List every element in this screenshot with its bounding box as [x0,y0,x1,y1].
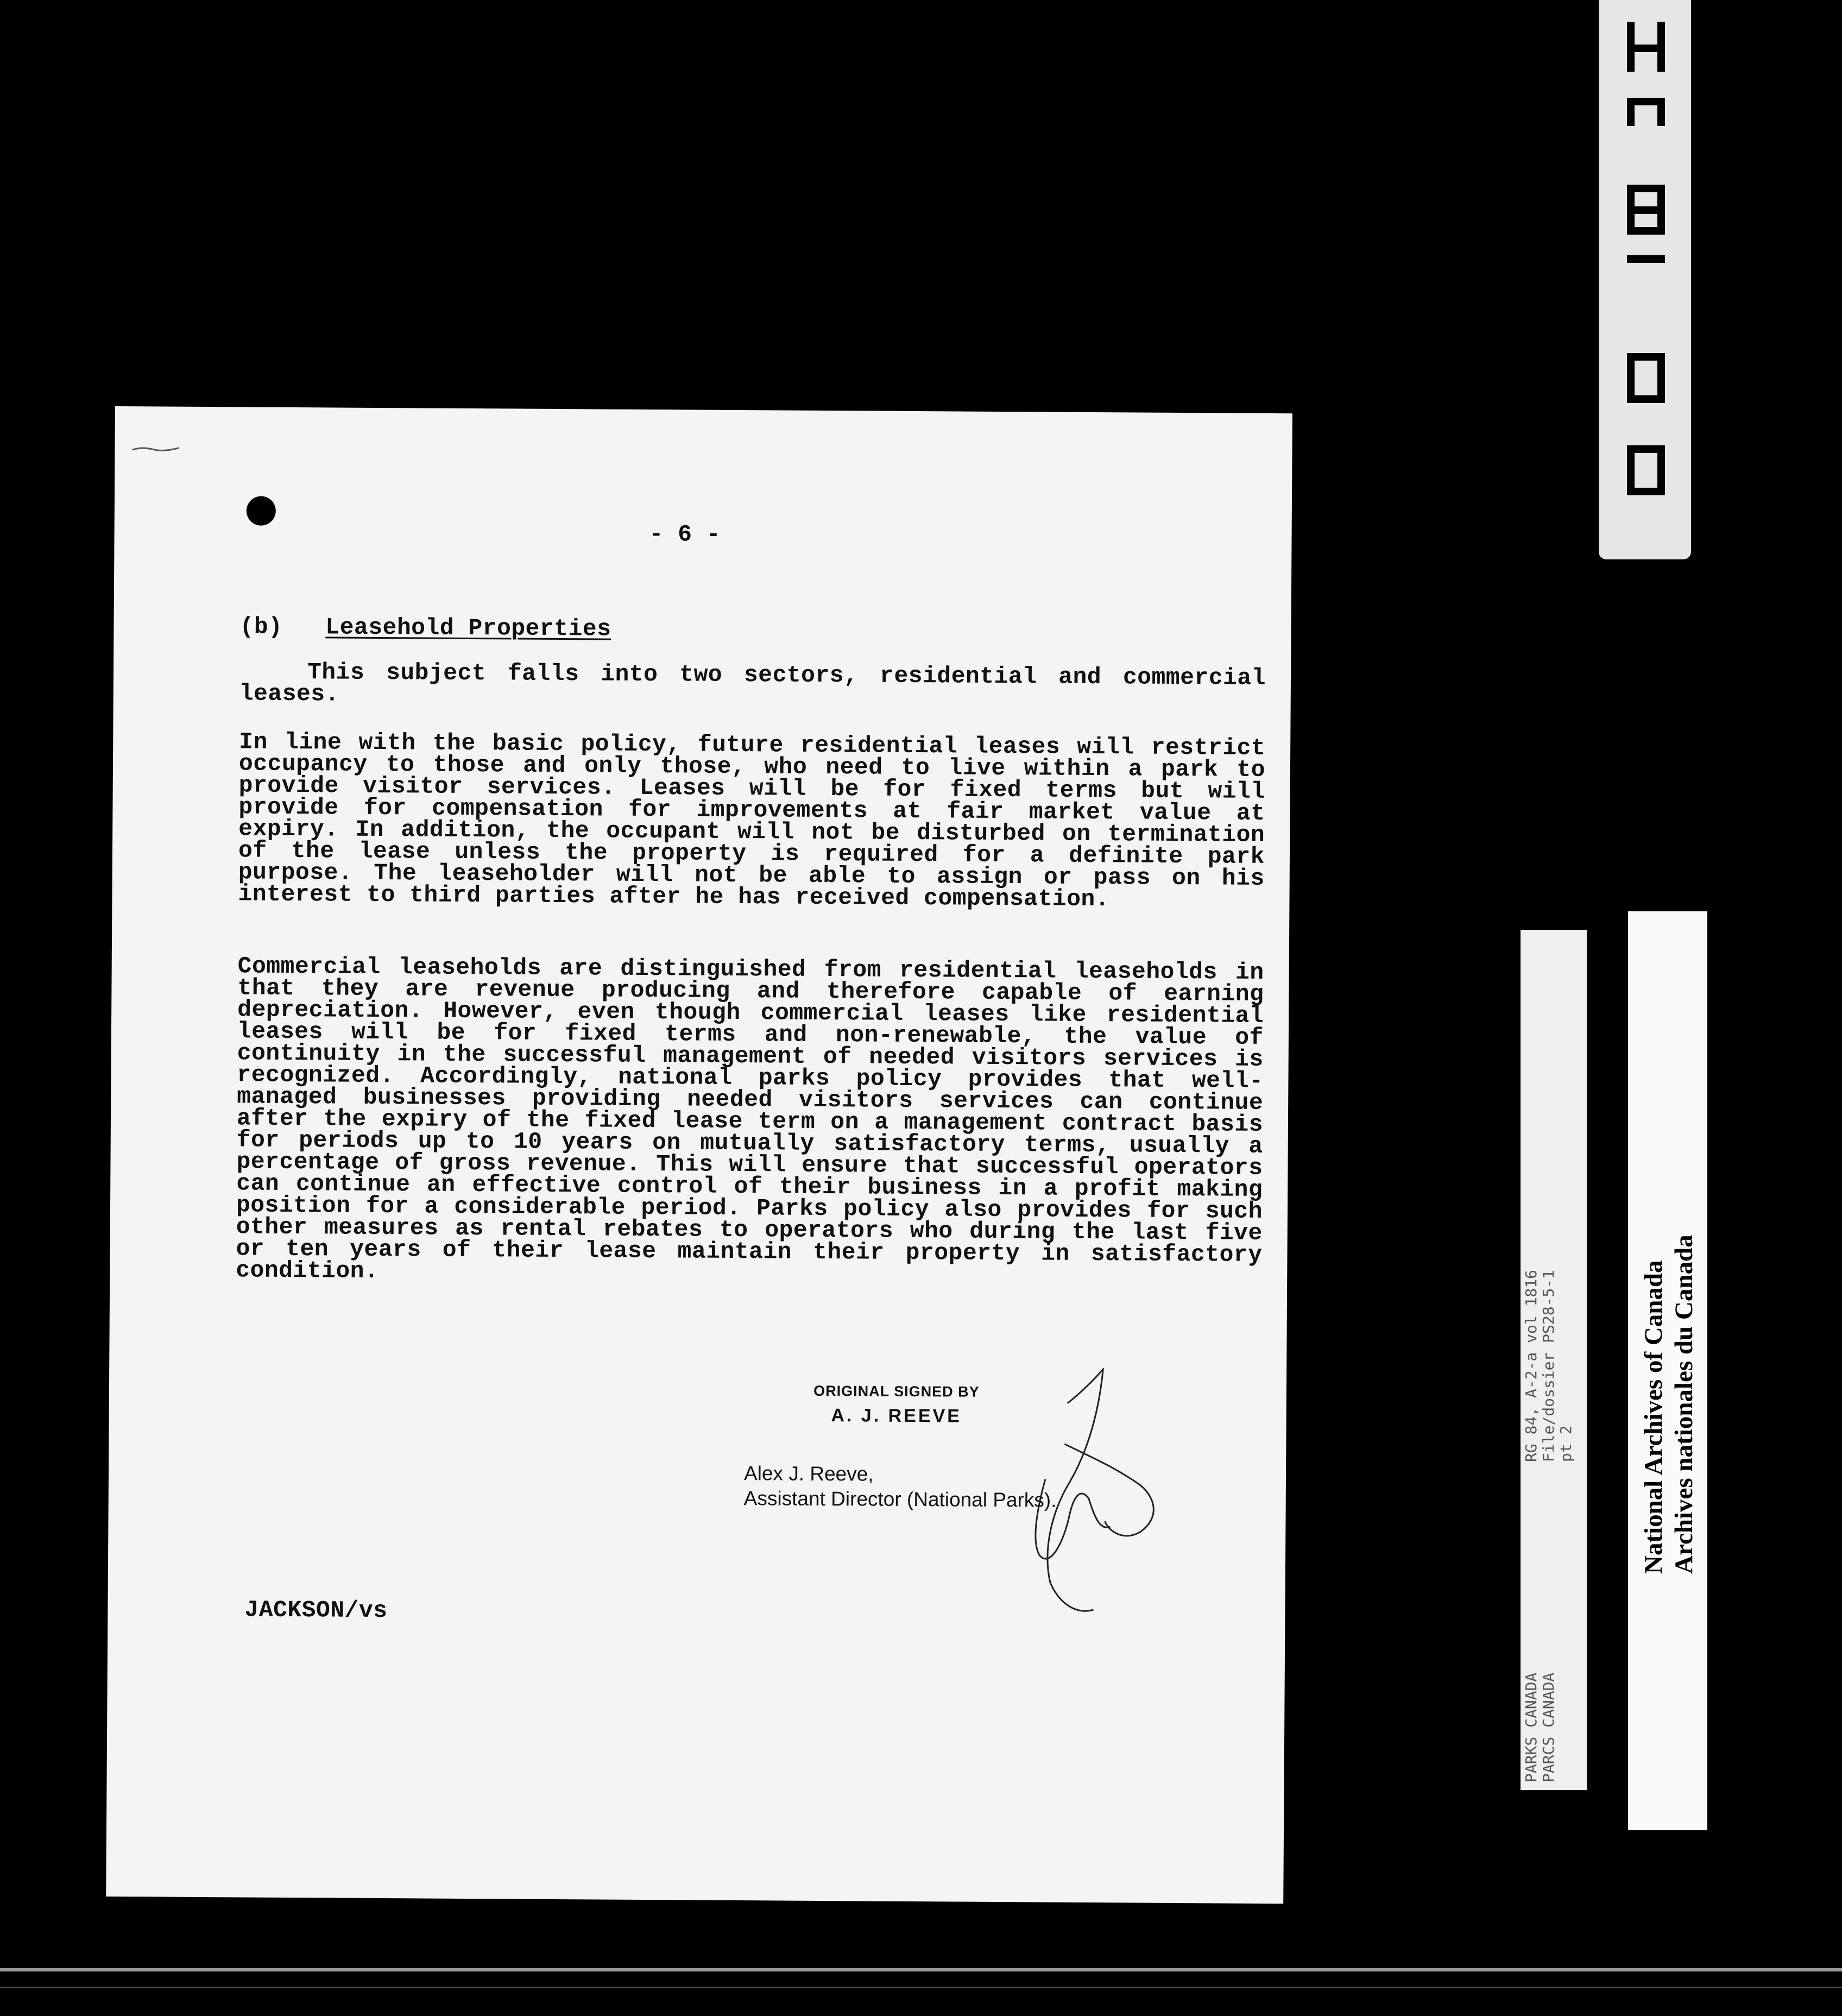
archive-reference-label [1521,930,1587,1790]
signature-stamp [761,1382,1032,1427]
section-heading [239,613,611,642]
section-title: Leasehold Properties [325,614,611,642]
stamp-line-original: ORIGINAL SIGNED BY [813,1382,980,1400]
stamp-line-name: A. J. REEVE [831,1405,962,1427]
punch-hole [247,496,276,525]
reference-line-3: pt 2 [1557,1425,1575,1462]
film-edge-line-secondary [0,1987,1842,1988]
film-edge-line [0,1968,1842,1971]
signer-name: Alex J. Reeve, [743,1462,874,1485]
repository-label [1628,911,1707,1830]
paragraph-intro: This subject falls into two sectors, residential and commercial leases. [239,659,1266,708]
typist-initials: JACKSON/vs [244,1596,388,1624]
handwritten-signature [998,1368,1179,1618]
page-number: - 6 - [649,521,721,548]
frame-number-digits [1599,0,1691,559]
agency-french: PARCS CANADA [1540,1672,1557,1782]
reference-line-2: File/dossier PS28-5-1 [1540,1269,1557,1462]
repository-french: Archives nationales du Canada [1670,1234,1698,1574]
paragraph-residential: In line with the basic policy, future residential leases will restrict occupancy to those and only those, who need to live within a park to provide visitor services. Leases will be for fixed terms but will provide for compensation for improvements at fair market value at expiry. In addition, the occupant will not be disturbed on termination of the lease unless the property is required for a definite park purpose. The leaseholder will not be able to assign or pass on his interest to third parties after he has received compensation. [238,728,1266,913]
repository-english: National Archives of Canada [1639,1260,1668,1574]
paragraph-commercial: Commercial leaseholds are distinguished from residential leaseholds in that they are revenue producing and therefore capable of earning depreciation. However, even though commercial leases like residential leases will be for fixed terms and non-renewable, the value of continuity in the successful management of needed visitors services is recognized. Accordingly, national parks policy provides that well-managed businesses providing needed visitors services can continue after the expiry of the fixed lease term on a management contract basis for periods up to 10 years on mutually satisfactory terms, usually a percentage of gross revenue. This will ensure that successful operators can continue an effective control of their business in a profit making position for a considerable period. Parks policy also provides for such other measures as rental rebates to operators who during the last five or ten years of their lease maintain their property in satisfactory condition. [236,953,1264,1284]
reference-line-1: RG 84, A-2-a vol 1816 [1522,1269,1540,1462]
section-label: (b) [239,613,283,640]
signer-title: Assistant Director (National Parks). [743,1487,1057,1511]
document-page [106,406,1292,1904]
agency-english: PARKS CANADA [1522,1672,1540,1782]
margin-scribble [131,444,180,452]
frame-number-strip [1599,0,1691,559]
